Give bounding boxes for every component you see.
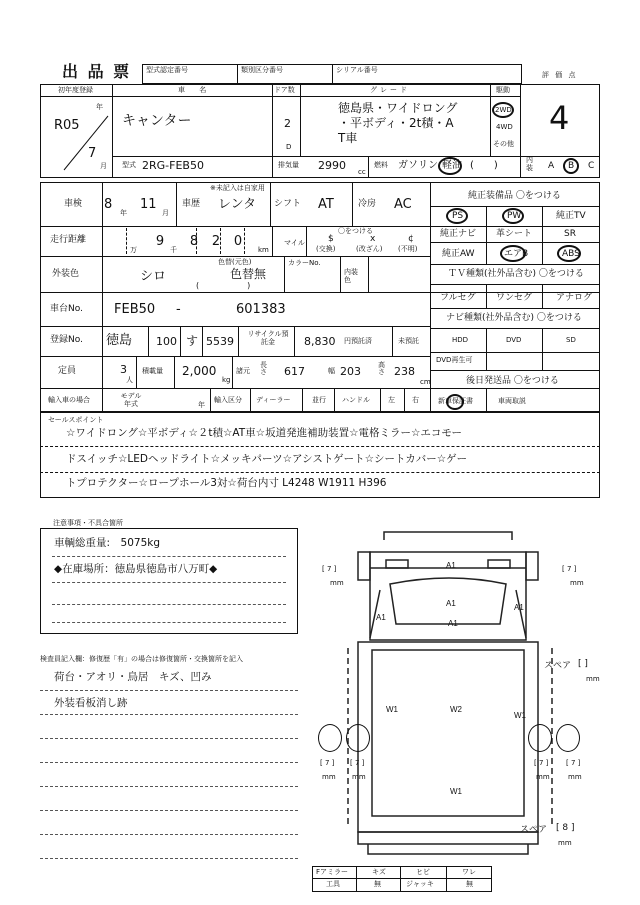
inspection-month: 11: [140, 197, 157, 212]
tire-rr-outer-circle: [556, 724, 580, 752]
mileage-digit: 8: [189, 234, 199, 249]
int-color-label: 内装色: [344, 268, 358, 285]
opt-pw-circle: [502, 208, 524, 224]
tv-oneseg: ワンセグ: [496, 293, 533, 303]
tire-rro-value: 7: [570, 759, 576, 767]
doors-sub: D: [286, 143, 292, 151]
first-reg-month: 7: [88, 146, 97, 161]
len-label: 長さ: [260, 361, 267, 376]
fuel-diesel: 軽油: [442, 160, 462, 171]
opt-pw: PW: [507, 211, 522, 221]
eval-score: 4: [549, 99, 570, 137]
opt-abs: ABS: [562, 249, 580, 259]
tire-rli-mm: mm: [352, 773, 366, 781]
navi-title: ナビ種類(社外品含む) 〇をつける: [446, 313, 582, 323]
sen-unit: 千: [170, 246, 177, 254]
insp-month-unit: 月: [162, 209, 169, 217]
tire-fr-value: 7: [566, 565, 572, 573]
history-note: ※未記入は自家用: [210, 184, 265, 192]
opt-ps-circle: [446, 208, 468, 224]
options-title: 純正装備品 〇をつける: [468, 191, 561, 201]
opt-aw: 純正AW: [442, 249, 475, 259]
fuel-label: 燃料: [374, 161, 388, 169]
tire-rro: [ 7 ]: [566, 759, 581, 767]
drive-other: その他: [493, 140, 514, 148]
inspection-year: 8: [104, 197, 113, 212]
plate-class: 100: [156, 335, 177, 348]
interior-b: B: [568, 161, 575, 171]
cm-unit: cm: [420, 378, 431, 386]
opt-tv: 純正TV: [556, 211, 586, 221]
spare2-label: スペア: [520, 825, 548, 835]
model-year-unit: 年: [198, 401, 205, 409]
len-value: 617: [284, 365, 305, 378]
after-manual: 車両取説: [498, 397, 526, 405]
capacity-value: 3: [120, 363, 127, 376]
disp-label: 排気量: [278, 161, 299, 169]
insp-year-unit: 年: [120, 209, 127, 217]
history-label: 車歴: [182, 199, 201, 209]
dmg-a1-left: A1: [376, 613, 386, 622]
fuel-gasoline: ガソリン: [398, 160, 438, 171]
odo-unknown: ¢: [408, 234, 414, 244]
opt-airbag-circle: [500, 245, 529, 262]
tire-rri-value: 7: [538, 759, 544, 767]
drive-2wd: 2WD: [495, 106, 512, 114]
interior-c: C: [588, 161, 595, 171]
legend-crack: ヒビ: [416, 868, 430, 876]
plate-kana: す: [186, 334, 199, 348]
hei-label: 高さ: [378, 361, 385, 376]
import-class-label: 輸入区分: [214, 396, 242, 404]
tire-rl-inner-circle: [346, 724, 370, 752]
wid-value: 203: [340, 365, 361, 378]
tire-fl: [ 7 ]: [322, 565, 337, 573]
inspector-label: 検査員記入欄：修復歴「有」の場合は修復箇所・交換箇所を記入: [40, 655, 243, 663]
legend-break: ワレ: [462, 868, 476, 876]
first-reg-label: 初年度登録: [58, 86, 93, 94]
man-unit: 万: [130, 246, 137, 254]
tire-rli: [ 7 ]: [350, 759, 365, 767]
load-value: 2,000: [182, 364, 217, 378]
opt-navi: 純正ナビ: [440, 229, 477, 239]
notes-line1: 車輌総重量: 5075kg: [54, 537, 161, 549]
notes-label: 注意事項・不具合箇所: [50, 520, 126, 527]
tire-rlo-mm: mm: [322, 773, 336, 781]
dmg-a1-cab: A1: [446, 599, 456, 608]
tire-fl-value: 7: [326, 565, 332, 573]
tire-rl-outer-circle: [318, 724, 342, 752]
shift-value: AT: [318, 197, 334, 212]
import-label: 輸入車の場合: [48, 396, 90, 404]
after-title: 後日発送品 〇をつける: [466, 376, 559, 386]
opt-abs-circle: [557, 245, 581, 262]
name-label: 車 名: [178, 86, 213, 94]
paint-paren: ( ): [196, 281, 251, 290]
handle-label: ハンドル: [342, 396, 370, 404]
color-value: シロ: [140, 269, 167, 284]
paint-label: 色替(元色): [218, 258, 252, 266]
tire-fr: [ 7 ]: [562, 565, 577, 573]
tire-rro-mm: mm: [568, 773, 582, 781]
recycle-unpaid: 未預託: [398, 337, 419, 345]
km-unit: km: [258, 246, 269, 254]
tire-rri: [ 7 ]: [534, 759, 549, 767]
recycle-value: 8,830: [304, 335, 336, 348]
fuel-circle: [438, 157, 462, 175]
odo-circle-note: 〇をつける: [338, 227, 373, 235]
tv-fullseg: フルセグ: [440, 293, 476, 303]
handle-right: 右: [412, 396, 419, 404]
displacement: 2990: [318, 159, 346, 172]
dmg-w2-bed: W2: [450, 705, 462, 714]
odo-tamper: x: [370, 234, 376, 244]
dmg-w1-right: W1: [514, 711, 526, 720]
legend-jack: ジャッキ: [406, 880, 434, 888]
after-warranty: 新車保証書: [438, 397, 473, 405]
plate-number: 5539: [206, 335, 234, 348]
color-no-label: カラーNo.: [288, 259, 321, 267]
tire-fr-mm: mm: [570, 579, 584, 587]
navi-hdd: HDD: [452, 336, 469, 344]
mile-label: マイル: [284, 239, 305, 247]
dmg-a1-front: A1: [446, 561, 456, 570]
legend-tools: 工具: [326, 880, 340, 888]
mileage-label: 走行距離: [50, 235, 87, 245]
color-label: 外装色: [52, 269, 80, 279]
navi-dvdplay: DVD再生可: [436, 356, 473, 364]
sheet-title: 出 品 票: [62, 62, 132, 81]
load-label: 積載量: [142, 367, 163, 375]
spare1-mm: mm: [586, 675, 600, 683]
dmg-w1-rear: W1: [450, 787, 462, 796]
spare2-mm: mm: [558, 839, 572, 847]
dmg-a1-lower: A1: [448, 619, 458, 628]
person-unit: 人: [126, 376, 133, 384]
inspector-line1: 荷台・アオリ・鳥居 キズ、凹み: [54, 671, 212, 683]
vehicle-name: キャンター: [122, 113, 192, 129]
dmg-a1-right: A1: [514, 603, 524, 612]
navi-sd: SD: [566, 336, 576, 344]
opt-airbag: エアB: [504, 249, 529, 259]
capacity-label: 定員: [58, 366, 77, 376]
model-label: 型式: [122, 161, 136, 169]
spare1-value: [ ]: [578, 659, 588, 669]
handle-left: 左: [388, 396, 395, 404]
spare1-label: スペア: [544, 661, 572, 671]
legend-jack-value: 無: [466, 880, 473, 888]
tire-rlo-value: 7: [324, 759, 330, 767]
opt-leather: 革シート: [496, 229, 533, 239]
legend-f: Fアミラー: [316, 868, 349, 876]
sales-line2: ドスイッチ☆LEDヘッドライト☆メッキパーツ☆アシストゲート☆シートカバー☆ゲー: [66, 453, 468, 465]
odo-unknown-sub: (不明): [398, 245, 418, 253]
type-cert-label: 型式認定番号: [146, 66, 188, 74]
doors-label: ドア数: [274, 86, 295, 94]
vehicle-damage-diagram: [300, 528, 600, 863]
model-year-label: モデル年式: [120, 392, 142, 409]
wid-label: 幅: [328, 367, 335, 375]
cool-value: AC: [394, 197, 412, 212]
odo-swap-sub: (交換): [316, 245, 336, 253]
interior-a: A: [548, 161, 555, 171]
import-parallel: 並行: [312, 396, 326, 404]
opt-sr: SR: [564, 229, 576, 239]
tv-analog: アナログ: [556, 293, 593, 303]
opt-ps: PS: [452, 211, 464, 221]
first-reg-slash: [60, 112, 110, 172]
inspector-line2: 外装看板消し跡: [54, 697, 128, 709]
legend-tools-value: 無: [374, 880, 381, 888]
grade-label: グレード: [370, 86, 410, 94]
import-dealer: ディーラー: [256, 396, 291, 404]
shift-label: シフト: [274, 199, 302, 209]
dim-label: 諸元: [236, 367, 250, 375]
recycle-paid: 円預託済: [344, 337, 372, 345]
hei-value: 238: [394, 365, 415, 378]
cool-label: 冷房: [358, 199, 377, 209]
sales-line1: ☆ワイドロング☆平ボディ☆２t積☆AT車☆坂道発進補助装置☆電格ミラー☆エコモー: [66, 427, 463, 439]
doors-value: 2: [284, 117, 291, 130]
tire-rli-value: 7: [354, 759, 360, 767]
sales-label: セールスポイント: [48, 416, 104, 424]
notes-line2: ◆在庫場所：徳島県徳島市八万町◆: [54, 563, 218, 575]
recycle-label: リサイクル預託金: [247, 330, 289, 347]
sales-line3: トプロテクター☆ロープホール3対☆荷台内寸 L4248 W1911 H396: [66, 477, 387, 489]
first-reg-year: R05: [54, 118, 80, 133]
paint-value: 色替無: [230, 267, 267, 281]
spare2-value: [ 8 ]: [556, 823, 575, 833]
dmg-w1-left: W1: [386, 705, 398, 714]
interior-b-circle: [563, 158, 579, 174]
tv-title: ＴＶ種類(社外品含む) 〇をつける: [448, 269, 584, 279]
history-value: レンタ: [218, 197, 257, 212]
grade-line1: 徳島県・ワイドロング: [338, 101, 458, 115]
legend-scratch: キズ: [372, 868, 386, 876]
grade-line2: ・平ボディ・2t積・A: [338, 116, 454, 130]
auction-sheet: 出 品 票 型式認定番号 類別区分番号 シリアル番号 初年度登録 年 月 R05 7 車 名 キャンター ドア数 2 D グレード 徳島県・ワイドロング ・平ボディ・2t積・A T車 駆動 2WD 4WD その他 評 価 点 4 型式 2RG-FEB50 排気量 2990 cc 燃料 ガソリン 軽油 ( ) 内装 A B C 車検 8 年 11 月 車歴 ※未記入は自家用 レンタ シフト AT 冷房 AC 純正装備品 〇をつける PS PW 純正TV 純正ナビ 革シート SR 純正AW エアB ABS 走行距離 9 8 2 0 万 千 km マイル 〇をつける $ (交換) x (改ざん) ¢ (不明) 外装色 シロ 色替(元色) 色替無 ( ) カラーNo. 内装色 ＴＶ種類(社外品含む) 〇をつける フルセグ ワンセグ アナログ ナビ種類(社外品含む) 〇をつける HDD DVD SD DVD再生可 後日発送品 〇をつける 新車保証書 車両取説 車台No. FEB50 - 601383 登録No. 徳島 100 す 5539 リサイクル預託金 8,830 円預託済 未預託 定員 3 人 積載量 2,000 kg 諸元 長さ 617 幅 203 高さ 238 cm 輸入車の場合 モデル年式 年 輸入区分 ディーラー 並行 ハンドル 左 右 セールスポイント ☆ワイドロング☆平ボディ☆２t積☆AT車☆坂道発進補助装置☆電格ミラー☆エコモー ドスイッチ☆LEDヘッドライト☆メッキパーツ☆アシストゲート☆シートカバー☆ゲー トプロテクター☆ロープホール3対☆荷台内寸 L4248 W1911 H396 注意事項・不具合箇所 車輌総重量: 5075kg ◆在庫場所：徳島県徳島市八万町◆ 検査員記入欄：修復歴「有」の場合は修復箇所・交換箇所を記入 荷台・アオリ・鳥居 キズ、凹み 外装看板消し跡 A1 A1 A1 A1 A1 W1 W2 W1 W1 [ 7 ] mm [ 7 ] mm [ 7 ] mm [ 7 ] mm [ 7 ] mm [ 7 ] mm スペア [ ] mm スペア [ 8 ] mm Fアミラー キズ ヒビ ワレ 工具 無 ジャッキ 無: [0, 0, 640, 905]
model-value: 2RG-FEB50: [142, 159, 204, 172]
inspection-label: 車検: [64, 199, 83, 209]
year-unit: 年: [96, 103, 103, 111]
kg-unit: kg: [222, 376, 231, 384]
navi-dvd: DVD: [506, 336, 522, 344]
chassis-number: 601383: [236, 302, 286, 317]
drive-2wd-circle: [492, 102, 514, 118]
odo-swap: $: [328, 234, 334, 244]
class-label: 類別区分番号: [241, 66, 283, 74]
tire-rri-mm: mm: [536, 773, 550, 781]
grade-line3: T車: [338, 131, 358, 145]
tire-fl-mm: mm: [330, 579, 344, 587]
plate-pref: 徳島: [106, 333, 133, 348]
after-warranty-circle: [446, 394, 464, 410]
month-unit: 月: [100, 162, 107, 170]
mileage-digit: 9: [155, 234, 165, 249]
eval-label: 評 価 点: [542, 71, 578, 79]
mileage-digit: 2: [211, 234, 221, 249]
mileage-digit: 0: [233, 234, 243, 249]
chassis-prefix: FEB50: [114, 302, 156, 317]
drive-label: 駆動: [496, 86, 510, 94]
chassis-label: 車台No.: [50, 304, 83, 314]
tire-rlo: [ 7 ]: [320, 759, 335, 767]
interior-label: 内装: [526, 156, 533, 172]
odo-tamper-sub: (改ざん): [356, 245, 383, 253]
plate-label: 登録No.: [50, 335, 83, 345]
drive-4wd: 4WD: [496, 123, 513, 131]
tire-rr-inner-circle: [528, 724, 552, 752]
cc-unit: cc: [358, 168, 366, 176]
serial-label: シリアル番号: [336, 66, 378, 74]
spare2-reading: 8: [562, 823, 569, 833]
chassis-dash: -: [176, 302, 181, 317]
